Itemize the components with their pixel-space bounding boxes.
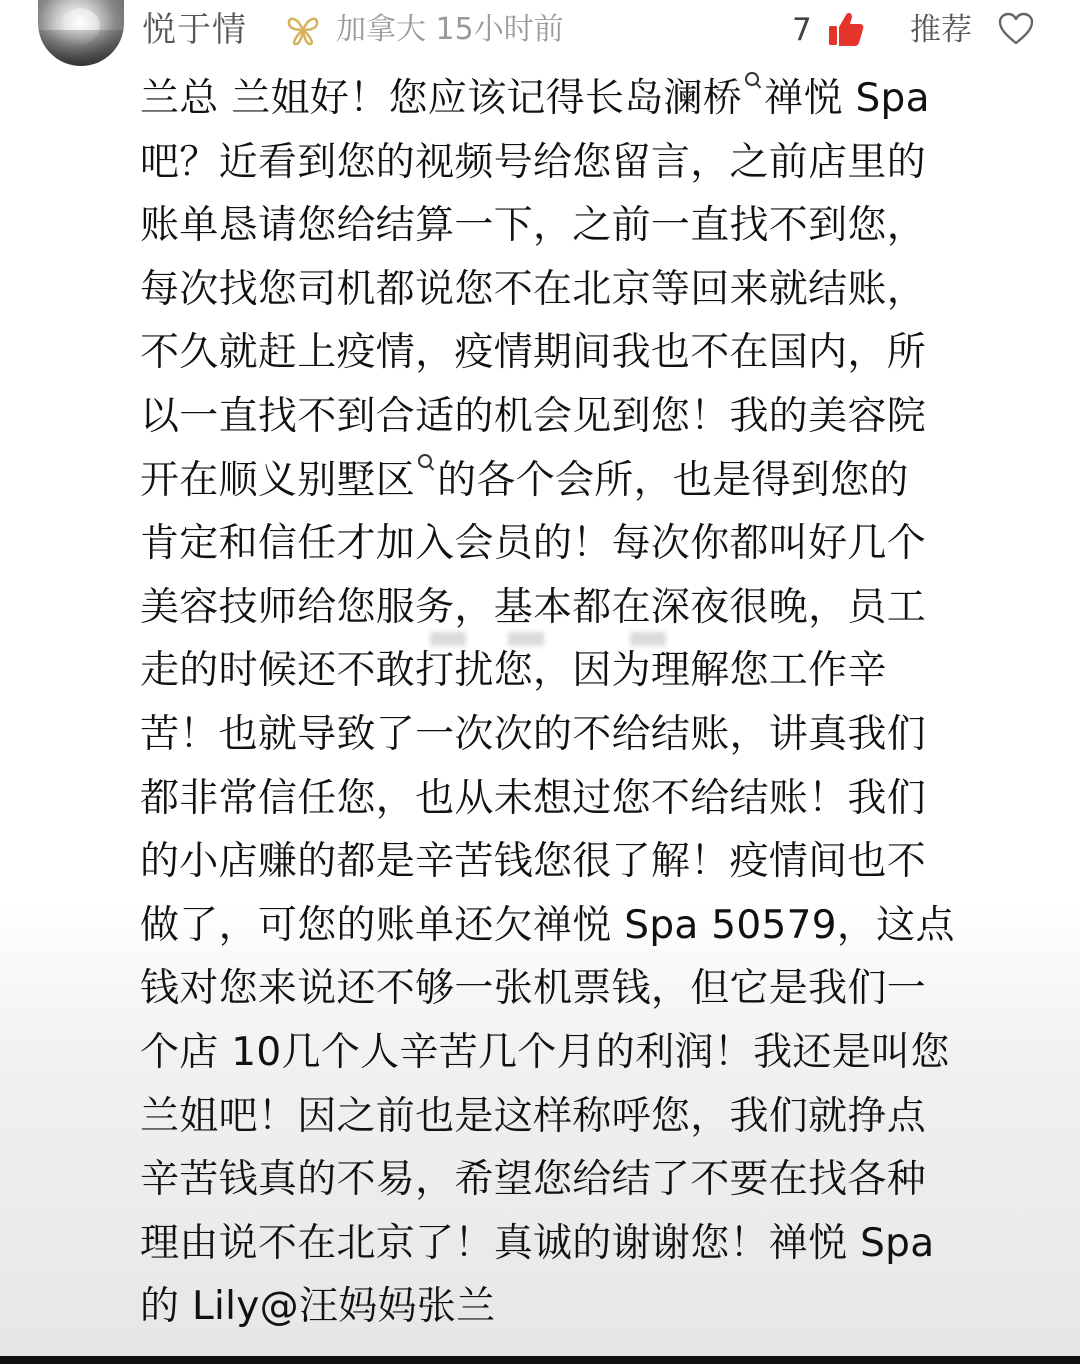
comment-line-19: 理由说不在北京了！真诚的谢谢您！禅悦 Spa: [140, 1220, 935, 1266]
heart-outline-icon[interactable]: [998, 12, 1034, 46]
comment-line-20: 的 Lily@汪妈妈张兰: [140, 1284, 496, 1330]
comment-header: [0, 0, 1080, 60]
screen-smudge: [630, 632, 666, 646]
comment-line-10: 走的时候还不敢打扰您，因为理解您工作辛: [140, 648, 887, 694]
comment-text: 开在顺义别墅区: [140, 457, 416, 503]
comment-line-4: 每次找您司机都说您不在北京等回来就结账，: [140, 266, 927, 312]
recommend-button[interactable]: 推荐: [910, 12, 972, 48]
comment-body: [140, 67, 1040, 1339]
location-time: 加拿大 15小时前: [336, 12, 564, 47]
comment-line-6: 以一直找不到合适的机会见到您！我的美容院: [140, 393, 927, 439]
avatar-shade: [38, 30, 124, 66]
comment-line-1: [140, 67, 1040, 131]
search-hint-icon[interactable]: [744, 71, 762, 98]
screen-smudge: [430, 632, 466, 646]
comment-line-14: 做了，可您的账单还欠禅悦 Spa 50579，这点: [140, 902, 955, 948]
search-hint-icon[interactable]: [417, 453, 435, 480]
comment-line-18: 辛苦钱真的不易，希望您给结了不要在找各种: [140, 1157, 927, 1203]
comment-line-2: 吧？近看到您的视频号给您留言，之前店里的: [140, 139, 927, 185]
butterfly-badge-icon: [286, 14, 320, 46]
comment-line-15: 钱对您来说还不够一张机票钱，但它是我们一: [140, 966, 927, 1012]
username[interactable]: 悦于情: [142, 10, 247, 50]
comment-line-17: 兰姐吧！因之前也是这样称呼您，我们就挣点: [140, 1093, 927, 1139]
thumbs-up-icon[interactable]: [826, 10, 866, 48]
comment-line-11: 苦！也就导致了一次次的不给结账，讲真我们: [140, 711, 927, 757]
comment-line-8: 肯定和信任才加入会员的！每次你都叫好几个: [140, 521, 927, 567]
comment-line-9: 美容技师给您服务，基本都在深夜很晚，员工: [140, 584, 927, 630]
comment-line-3: 账单恳请您给结算一下，之前一直找不到您，: [140, 203, 927, 249]
comment-line-16: 个店 10几个人辛苦几个月的利润！我还是叫您: [140, 1029, 950, 1075]
comment-line-12: 都非常信任您，也从未想过您不给结账！我们: [140, 775, 927, 821]
avatar[interactable]: [38, 0, 124, 66]
comment-line-5: 不久就赶上疫情，疫情期间我也不在国内，所: [140, 330, 927, 376]
comment-line-7: [140, 449, 1040, 513]
screen-smudge: [508, 632, 544, 646]
like-count: 7: [792, 12, 812, 48]
comment-line-13: 的小店赚的都是辛苦钱您很了解！疫情间也不: [140, 839, 927, 885]
bottom-edge: [0, 1356, 1080, 1364]
comment-text: 禅悦 Spa: [764, 76, 930, 121]
comment-text: 兰总 兰姐好！您应该记得长岛澜桥: [140, 76, 743, 121]
comment-text: 的各个会所，也是得到您的: [437, 457, 909, 503]
